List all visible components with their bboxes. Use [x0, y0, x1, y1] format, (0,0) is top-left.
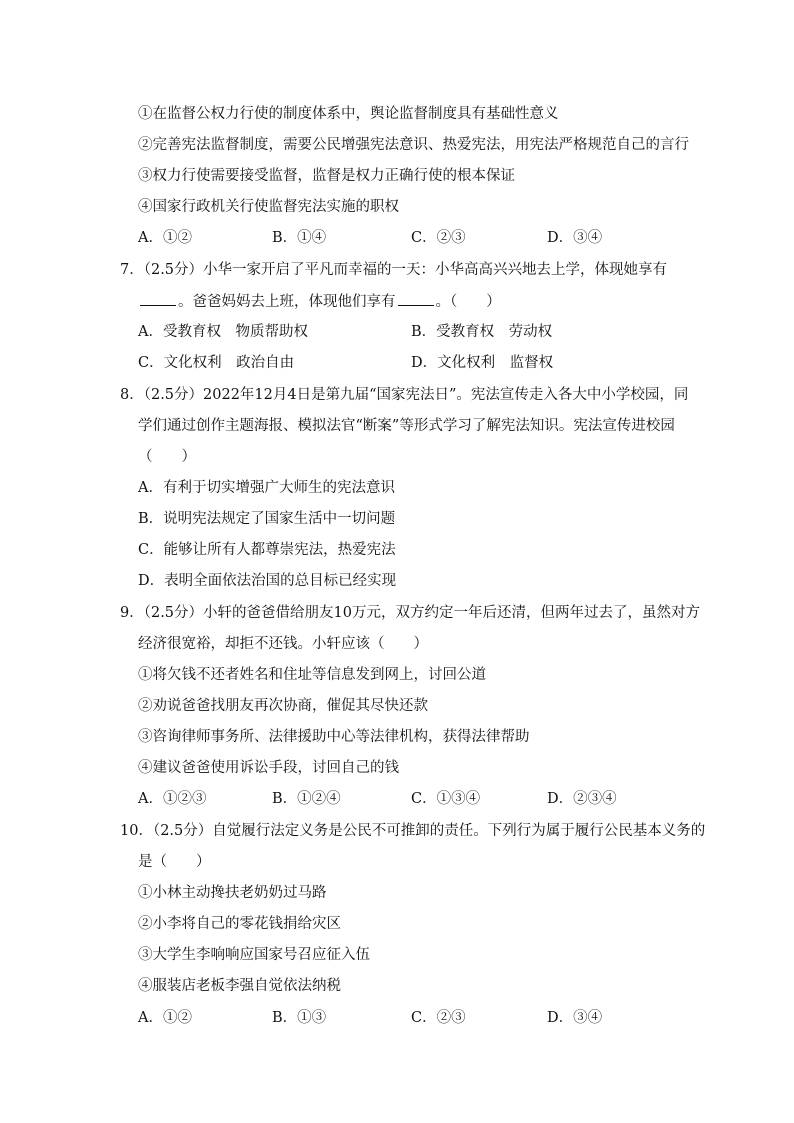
- q6-option-d[interactable]: D．③④: [547, 230, 603, 246]
- q10-option-d[interactable]: D．③④: [547, 1010, 603, 1026]
- q7-option-d[interactable]: D．文化权利 监督权: [411, 355, 554, 371]
- q6-option-b[interactable]: B．①④: [272, 230, 327, 246]
- q6-item-1: ①在监督公权力行使的制度体系中，舆论监督制度具有基础性意义: [138, 106, 559, 122]
- q9-option-a[interactable]: A．①②③: [138, 791, 207, 807]
- q9-item-4: ④建议爸爸使用诉讼手段，讨回自己的钱: [138, 760, 399, 776]
- q9-option-b[interactable]: B．①②④: [272, 791, 341, 807]
- q9-option-d[interactable]: D．②③④: [547, 791, 617, 807]
- q6-item-2: ②完善宪法监督制度，需要公民增强宪法意识、热爱宪法，用宪法严格规范自己的言行: [138, 137, 689, 153]
- q10-item-2: ②小李将自己的零花钱捐给灾区: [138, 916, 341, 932]
- q9-item-3: ③咨询律师事务所、法律援助中心等法律机构，获得法律帮助: [138, 729, 530, 745]
- q6-item-4: ④国家行政机关行使监督宪法实施的职权: [138, 199, 399, 215]
- q6-item-3: ③权力行使需要接受监督，监督是权力正确行使的根本保证: [138, 168, 515, 184]
- q9-item-1: ①将欠钱不还者姓名和住址等信息发到网上，讨回公道: [138, 667, 486, 683]
- q10-option-b[interactable]: B．①③: [272, 1010, 327, 1026]
- q9-item-2: ②劝说爸爸找朋友再次协商，催促其尽快还款: [138, 698, 428, 714]
- q7-blank-2: [398, 291, 434, 306]
- q10-item-4: ④服装店老板李强自觉依法纳税: [138, 978, 341, 994]
- q10-stem-line2: 是（ ）: [138, 854, 211, 870]
- q7-stem-end: 。（ ）: [435, 294, 501, 310]
- q10-stem-line1: 10．（2.5分）自觉履行法定义务是公民不可推卸的责任。下列行为属于履行公民基本义务的: [120, 823, 706, 839]
- q7-option-c[interactable]: C．文化权利 政治自由: [138, 355, 295, 371]
- q9-option-c[interactable]: C．①③④: [411, 791, 481, 807]
- q10-item-1: ①小林主动搀扶老奶奶过马路: [138, 885, 327, 901]
- q7-stem-line2: [138, 291, 501, 311]
- q8-stem-line2: 学们通过创作主题海报、模拟法官“断案”等形式学习了解宪法知识。宪法宣传进校园: [138, 418, 675, 434]
- q9-stem-line1: 9．（2.5分）小轩的爸爸借给朋友10万元，双方约定一年后还清，但两年过去了，虽然对方: [120, 605, 700, 621]
- q7-blank-1: [140, 291, 176, 306]
- q10-option-a[interactable]: A．①②: [138, 1010, 192, 1026]
- q8-option-a[interactable]: A．有利于切实增强广大师生的宪法意识: [138, 480, 395, 496]
- q7-stem-line1: 7．（2.5分）小华一家开启了平凡而幸福的一天：小华高高兴兴地去上学，体现她享有: [120, 262, 668, 278]
- q9-stem-line2: 经济很宽裕，却拒不还钱。小轩应该（ ）: [138, 636, 428, 652]
- q6-option-c[interactable]: C．②③: [411, 230, 466, 246]
- q7-option-a[interactable]: A．受教育权 物质帮助权: [138, 324, 308, 340]
- q8-option-d[interactable]: D．表明全面依法治国的总目标已经实现: [138, 573, 397, 589]
- q10-item-3: ③大学生李响响应国家号召应征入伍: [138, 947, 370, 963]
- q8-option-c[interactable]: C．能够让所有人都尊崇宪法，热爱宪法: [138, 542, 396, 558]
- q8-stem-line3: （ ）: [138, 449, 196, 465]
- q7-option-b[interactable]: B．受教育权 劳动权: [411, 324, 553, 340]
- q6-option-a[interactable]: A．①②: [138, 230, 192, 246]
- q10-option-c[interactable]: C．②③: [411, 1010, 466, 1026]
- q7-stem-mid: 。爸爸妈妈去上班，体现他们享有: [178, 294, 396, 310]
- q8-option-b[interactable]: B．说明宪法规定了国家生活中一切问题: [138, 511, 396, 527]
- q8-stem-line1: 8．（2.5分）2022年12月4日是第九届“国家宪法日”。宪法宣传走入各大中小学校园，同: [120, 387, 689, 403]
